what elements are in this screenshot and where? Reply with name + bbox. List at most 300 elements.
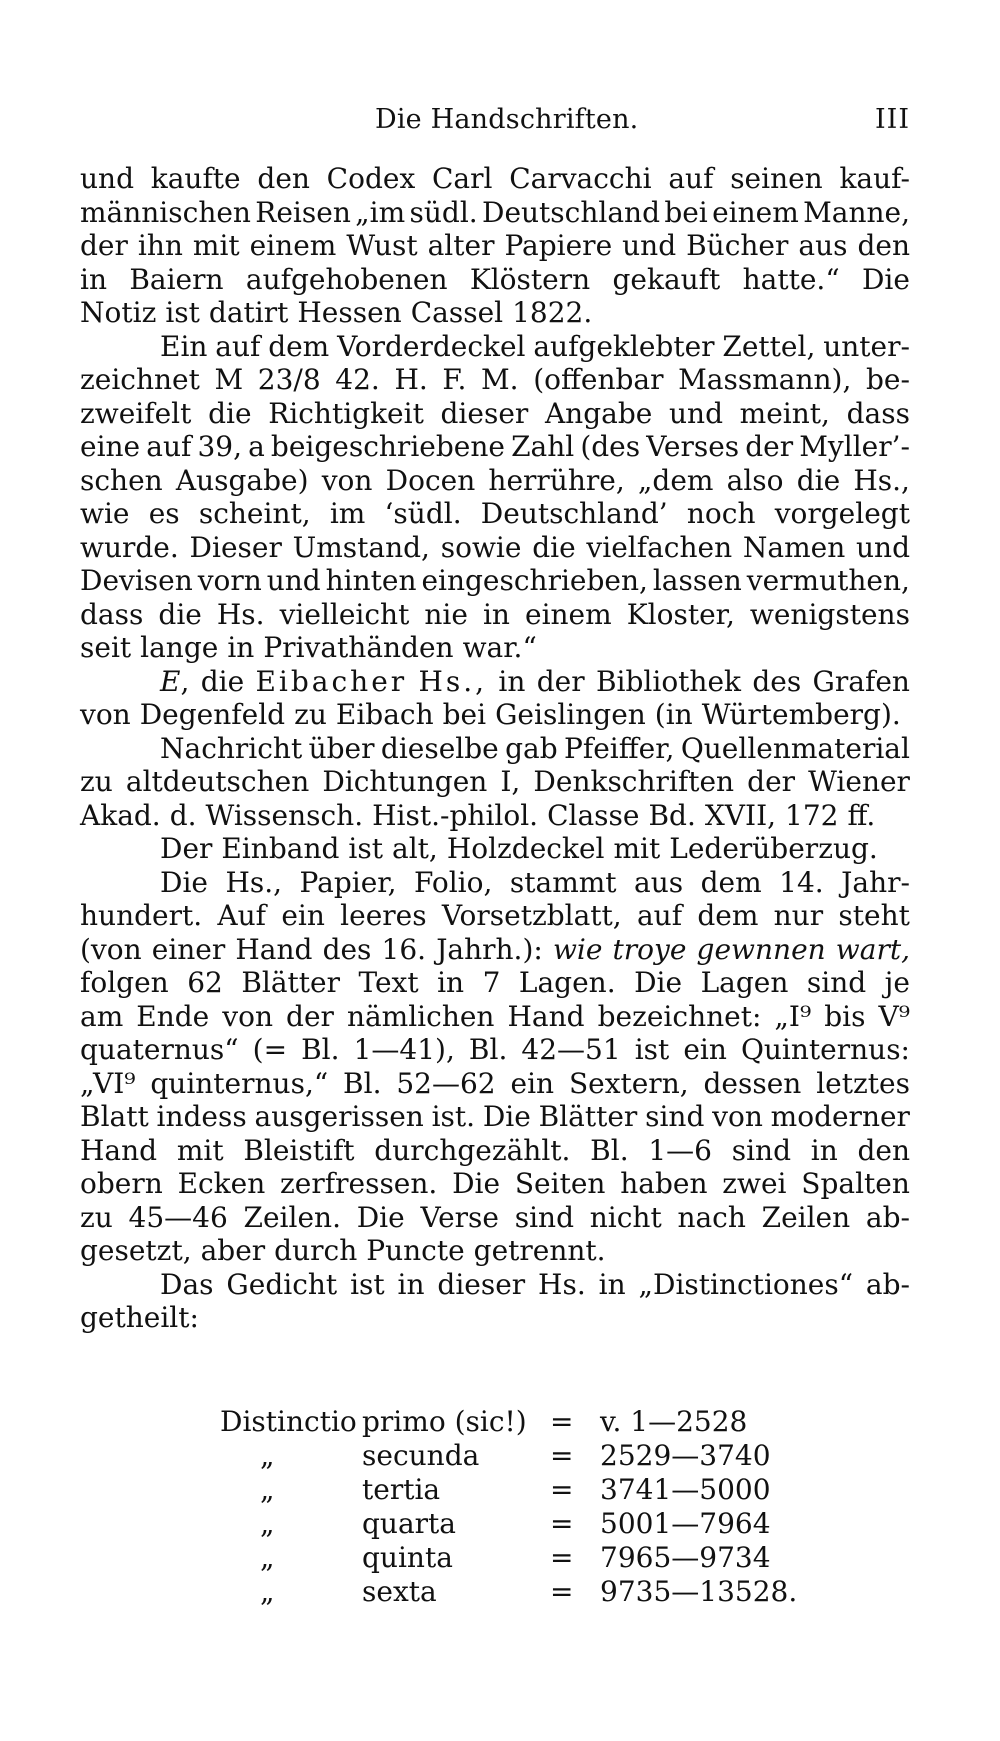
word: beigeschriebene	[270, 430, 505, 463]
word: Blätter	[538, 1100, 638, 1133]
word: Blätter	[241, 966, 340, 999]
word: Vorderdeckel	[337, 329, 526, 363]
word: dieser	[437, 1267, 526, 1301]
text-line	[80, 296, 910, 330]
text-line	[80, 765, 910, 799]
word: Die	[452, 1167, 501, 1200]
word: 1—41),	[353, 1033, 455, 1066]
word: Devisen	[80, 564, 193, 597]
distinction-row	[220, 1473, 840, 1507]
word: von	[80, 698, 131, 731]
word: gewnnen	[696, 932, 826, 966]
manuscript-siglum: E	[160, 664, 181, 698]
word: die	[158, 597, 202, 631]
word: alt,	[392, 832, 438, 865]
word: Eibacher	[255, 664, 408, 698]
word: hatte.“	[742, 262, 840, 296]
page-header	[80, 104, 910, 144]
word: Bl.	[301, 1033, 340, 1066]
verse-range: 9735—13528.	[600, 1575, 798, 1608]
word: wie	[552, 932, 603, 966]
word: I,	[500, 765, 521, 798]
word: die	[208, 396, 252, 430]
distinction-row	[220, 1575, 840, 1609]
word: zwei	[722, 1167, 787, 1200]
word: am	[80, 999, 124, 1033]
word: nach	[677, 1200, 746, 1234]
distinctio-label: „	[260, 1439, 275, 1472]
word: Classe	[547, 798, 640, 832]
word: (in	[654, 698, 693, 731]
word: sowie	[440, 530, 522, 564]
word: Die	[861, 262, 910, 296]
word: ab-	[865, 1267, 910, 1301]
word: auf	[636, 899, 683, 932]
word: Hs.	[216, 597, 265, 631]
word: Hs.,	[853, 463, 910, 497]
word: be-	[865, 363, 910, 396]
word: der	[536, 664, 585, 698]
equals-sign: =	[550, 1439, 574, 1472]
word: getheilt:	[80, 1301, 199, 1334]
word: mit	[613, 832, 661, 865]
word: Die	[160, 865, 208, 899]
word: Notiz	[80, 296, 157, 329]
word: Die	[356, 1200, 405, 1234]
word: Deutschland’	[480, 497, 668, 530]
word: wurde.	[80, 530, 179, 564]
word: Hand	[235, 932, 313, 966]
word: Deutschland	[482, 195, 660, 229]
distinctio-name: quinta	[362, 1541, 453, 1574]
text-line	[80, 464, 910, 498]
word: kauf-	[839, 162, 910, 195]
word: dass	[80, 597, 144, 631]
word: scheint,	[198, 497, 311, 530]
word: die	[796, 463, 841, 497]
word: im	[329, 497, 366, 530]
word: 52—62	[396, 1066, 496, 1100]
word: zeichnet	[80, 363, 200, 396]
word: Lagen	[700, 966, 789, 999]
word: stammt	[509, 865, 617, 899]
word: Blatt	[80, 1100, 149, 1133]
distinctio-label: „	[260, 1575, 275, 1608]
word: aus	[798, 229, 848, 262]
word: bei	[442, 698, 487, 731]
word: und	[622, 229, 677, 262]
verse-range: 5001—7964	[600, 1507, 771, 1540]
text-line	[80, 1167, 910, 1201]
distinctio-name: primo (sic!)	[362, 1405, 527, 1438]
distinctio-label: „	[260, 1473, 275, 1506]
word: Seiten	[514, 1167, 606, 1200]
word: einem	[249, 229, 337, 262]
word: und	[80, 162, 134, 195]
word: von	[712, 1100, 763, 1133]
word: seinen	[730, 162, 823, 195]
word: lassen	[652, 564, 742, 597]
word: Spalten	[801, 1167, 910, 1200]
word: Ende	[136, 999, 210, 1033]
word: Holzdeckel	[446, 832, 605, 865]
word: leeres	[340, 899, 427, 932]
word: troye	[612, 932, 687, 966]
word: auf	[146, 430, 192, 463]
word: 7	[482, 966, 501, 999]
word: Cassel	[410, 296, 504, 329]
word: „I⁹	[774, 999, 812, 1033]
word: vorgelegt	[774, 497, 910, 530]
word: den	[257, 162, 310, 195]
word: einer	[151, 932, 226, 966]
word: dem	[697, 899, 759, 932]
word: wenigstens	[749, 597, 910, 631]
word: also	[726, 463, 784, 497]
word: durchgezählt.	[374, 1133, 571, 1167]
text-line	[80, 531, 910, 565]
word: (des	[580, 430, 641, 463]
word: 1822.	[512, 296, 593, 329]
word: Quinternus:	[740, 1033, 910, 1066]
word: 39,	[197, 430, 242, 463]
word: 42.	[335, 363, 380, 396]
word: Lagen.	[518, 966, 616, 999]
word: ein	[510, 1066, 555, 1100]
word: ff.	[847, 798, 876, 832]
text-line	[80, 1100, 910, 1134]
text-line	[80, 832, 910, 866]
word: durch	[274, 1234, 358, 1267]
word: in	[482, 597, 510, 631]
word: Sextern,	[568, 1066, 689, 1100]
word: a	[248, 430, 265, 463]
word: über	[308, 731, 375, 765]
word: XVII,	[704, 798, 777, 832]
word: Bl.	[468, 1033, 508, 1066]
word: in	[397, 1267, 425, 1301]
text-line	[80, 363, 910, 397]
word: eine	[80, 430, 141, 463]
word: Bl.	[343, 1066, 382, 1100]
word: die	[532, 530, 576, 564]
word: bei	[664, 195, 708, 229]
word: 172	[785, 798, 839, 832]
text-line	[80, 1301, 910, 1335]
word: Grafen	[812, 664, 910, 698]
word: ist	[348, 832, 383, 865]
word: aber	[200, 1234, 266, 1267]
word: meint,	[739, 396, 830, 430]
word: Bibliothek	[595, 664, 741, 698]
word: Hist.-philol.	[372, 798, 539, 832]
word: mit	[176, 1133, 224, 1167]
word: „VI⁹	[80, 1066, 136, 1100]
text-line	[80, 966, 910, 1000]
word: dem	[268, 329, 330, 363]
equals-sign: =	[550, 1507, 574, 1540]
word: Der	[160, 832, 213, 865]
body-text	[80, 162, 910, 1335]
word: noch	[686, 497, 756, 530]
word: V⁹	[878, 999, 910, 1033]
word: alter	[427, 229, 495, 262]
word: aufgeklebter	[533, 329, 715, 363]
word: der	[747, 765, 796, 798]
text-line	[80, 698, 910, 732]
word: M.	[481, 363, 519, 396]
word: wie	[80, 497, 130, 530]
word: Hand	[80, 1133, 158, 1167]
word: H.	[394, 363, 428, 396]
word: zweifelt	[80, 396, 192, 430]
word: 45—46	[128, 1200, 228, 1234]
equals-sign: =	[550, 1575, 574, 1608]
word: Bücher	[686, 229, 789, 262]
word: (offenbar	[533, 363, 664, 396]
word: vielfachen	[586, 530, 733, 564]
word: bezeichnet:	[597, 999, 762, 1033]
word: 1—6	[648, 1133, 712, 1167]
text-line	[80, 1201, 910, 1235]
word: kaufte	[150, 162, 241, 195]
word: Vorsetzblatt,	[441, 899, 622, 932]
word: Docen	[385, 463, 476, 497]
word: E,	[160, 664, 190, 698]
running-head: Die Handschriften.	[375, 104, 639, 135]
word: gab	[505, 731, 558, 765]
text-line	[80, 732, 910, 766]
word: (=	[252, 1033, 288, 1066]
word: Umstand,	[292, 530, 430, 564]
distinctions-table	[220, 1405, 840, 1609]
equals-sign: =	[550, 1541, 574, 1574]
equals-sign: =	[550, 1405, 574, 1438]
verse-range: v. 1—2528	[600, 1405, 748, 1438]
word: sind	[514, 1200, 574, 1234]
word: Akad.	[80, 798, 161, 832]
word: der	[80, 229, 128, 262]
word: Reisen	[255, 195, 351, 229]
word: Dichtungen	[322, 765, 488, 798]
word: Geislingen	[495, 698, 646, 731]
word: vielleicht	[279, 597, 410, 631]
word: des	[322, 932, 372, 966]
word: und	[266, 564, 321, 597]
word: obern	[80, 1167, 163, 1200]
distinction-row	[220, 1507, 840, 1541]
word: Einband	[221, 832, 340, 865]
word: quinternus,“	[150, 1066, 329, 1100]
text-line	[80, 263, 910, 297]
word: Bleistift	[243, 1133, 355, 1167]
word: es	[148, 497, 180, 530]
word: der	[745, 430, 794, 463]
distinctio-label: Distinctio	[220, 1405, 357, 1438]
word: Zahl	[511, 430, 575, 463]
word: d.	[169, 798, 197, 832]
word: nicht	[589, 1200, 662, 1234]
word: Degenfeld	[139, 698, 286, 731]
word: auf	[668, 162, 714, 195]
word: in	[810, 1133, 838, 1167]
word: getrennt.	[473, 1234, 606, 1267]
word: letztes	[816, 1066, 910, 1100]
word: Myller’-	[799, 430, 910, 463]
word: ‘südl.	[384, 497, 462, 530]
text-line	[80, 397, 910, 431]
word: Würtemberg).	[701, 698, 901, 731]
word: Nachricht	[160, 731, 303, 765]
word: 16.	[381, 932, 427, 966]
word: Denkschriften	[533, 765, 735, 798]
verse-range: 7965—9734	[600, 1541, 771, 1574]
word: Dieser	[189, 530, 282, 564]
word: ab-	[865, 1200, 910, 1234]
word: ihn	[137, 229, 183, 262]
word: sind	[806, 966, 867, 999]
word: F.	[442, 363, 467, 396]
distinctio-label: „	[260, 1541, 275, 1574]
word: dessen	[703, 1066, 802, 1100]
word: Privathänden	[263, 631, 454, 664]
word: (von	[80, 932, 142, 966]
word: Hand	[507, 999, 585, 1033]
text-line	[80, 866, 910, 900]
word: ist	[350, 1267, 385, 1301]
word: ein	[281, 899, 325, 932]
word: ausgerissen	[254, 1100, 424, 1133]
word: in	[80, 262, 107, 296]
word: Lederüberzug.	[669, 832, 878, 865]
word: steht	[838, 899, 910, 932]
distinction-row	[220, 1541, 840, 1575]
word: Hs.,	[225, 865, 283, 899]
word: und	[856, 530, 910, 564]
word: Richtigkeit	[268, 396, 424, 430]
word: von	[222, 999, 273, 1033]
word: Hs.	[538, 1267, 586, 1301]
text-line	[80, 1268, 910, 1302]
word: hundert.	[80, 899, 203, 932]
word: zerfressen.	[280, 1167, 438, 1200]
word: und	[669, 396, 723, 430]
word: Massmann),	[678, 363, 852, 396]
text-line	[80, 229, 910, 263]
word: 42—51	[521, 1033, 621, 1066]
word: moderner	[770, 1100, 910, 1133]
word: Manne,	[803, 195, 910, 229]
text-line	[80, 162, 910, 196]
word: quaternus“	[80, 1033, 239, 1066]
word: ist	[165, 296, 200, 329]
word: hinten	[325, 564, 417, 597]
word: nur	[773, 899, 824, 932]
word: in	[598, 1267, 626, 1301]
word: seit	[80, 631, 132, 664]
word: Jahrh.):	[436, 932, 543, 966]
word: Gedicht	[226, 1267, 338, 1301]
text-line	[80, 933, 910, 967]
word: ist	[634, 1033, 670, 1066]
word: Pfeiffer,	[564, 731, 675, 765]
word: unter-	[823, 329, 910, 363]
word: Die	[482, 1100, 531, 1133]
distinctio-name: sexta	[362, 1575, 437, 1608]
word: Wust	[346, 229, 418, 262]
text-line	[80, 1134, 910, 1168]
distinctio-name: quarta	[362, 1507, 456, 1540]
page-number: III	[875, 104, 910, 135]
word: Hs.,	[418, 664, 488, 698]
word: den	[857, 1133, 910, 1167]
word: gesetzt,	[80, 1234, 192, 1267]
distinction-row	[220, 1439, 840, 1473]
word: M	[214, 363, 244, 396]
word: in	[227, 631, 255, 664]
text-line	[80, 564, 910, 598]
word: „im	[355, 195, 406, 229]
word: die	[200, 664, 245, 698]
distinction-row	[220, 1405, 840, 1439]
word: bis	[824, 999, 866, 1033]
word: Die	[634, 966, 683, 999]
word: gekauft	[612, 262, 721, 296]
word: sind	[645, 1100, 705, 1133]
word: südl.	[409, 195, 478, 229]
word: haben	[620, 1167, 708, 1200]
word: Codex	[326, 162, 416, 195]
text-line	[80, 1033, 910, 1067]
word: Ecken	[177, 1167, 266, 1200]
word: indess	[156, 1100, 247, 1133]
text-line	[80, 631, 910, 665]
word: in	[498, 664, 526, 698]
word: lange	[140, 631, 219, 664]
word: nämlichen	[346, 999, 495, 1033]
word: 62	[187, 966, 223, 999]
word: Angabe	[544, 396, 653, 430]
word: Puncte	[366, 1234, 465, 1267]
word: Wiener	[808, 765, 910, 798]
word: Text	[358, 966, 419, 999]
word: Wissensch.	[205, 798, 364, 832]
word: 23/8	[257, 363, 321, 396]
word: schen	[80, 463, 163, 497]
word: auf	[215, 329, 261, 363]
word: Kloster,	[626, 597, 735, 631]
word: ist.	[431, 1100, 476, 1133]
word: aus	[634, 865, 684, 899]
word: Bd.	[648, 798, 696, 832]
word: Eibach	[335, 698, 434, 731]
verse-range: 3741—5000	[600, 1473, 771, 1506]
text-line	[80, 1234, 910, 1268]
text-line	[80, 899, 910, 933]
distinctio-name: secunda	[362, 1439, 480, 1472]
word: datirt	[208, 296, 289, 329]
text-line	[80, 1067, 910, 1101]
word: in	[437, 966, 465, 999]
word: zu	[80, 1200, 113, 1234]
word: Bl.	[590, 1133, 629, 1167]
word: Ein	[160, 329, 208, 363]
word: zu	[294, 698, 327, 731]
word: Jahr-	[841, 865, 910, 899]
word: vermuthen,	[746, 564, 910, 597]
word: Namen	[742, 530, 846, 564]
distinctio-label: „	[260, 1507, 275, 1540]
